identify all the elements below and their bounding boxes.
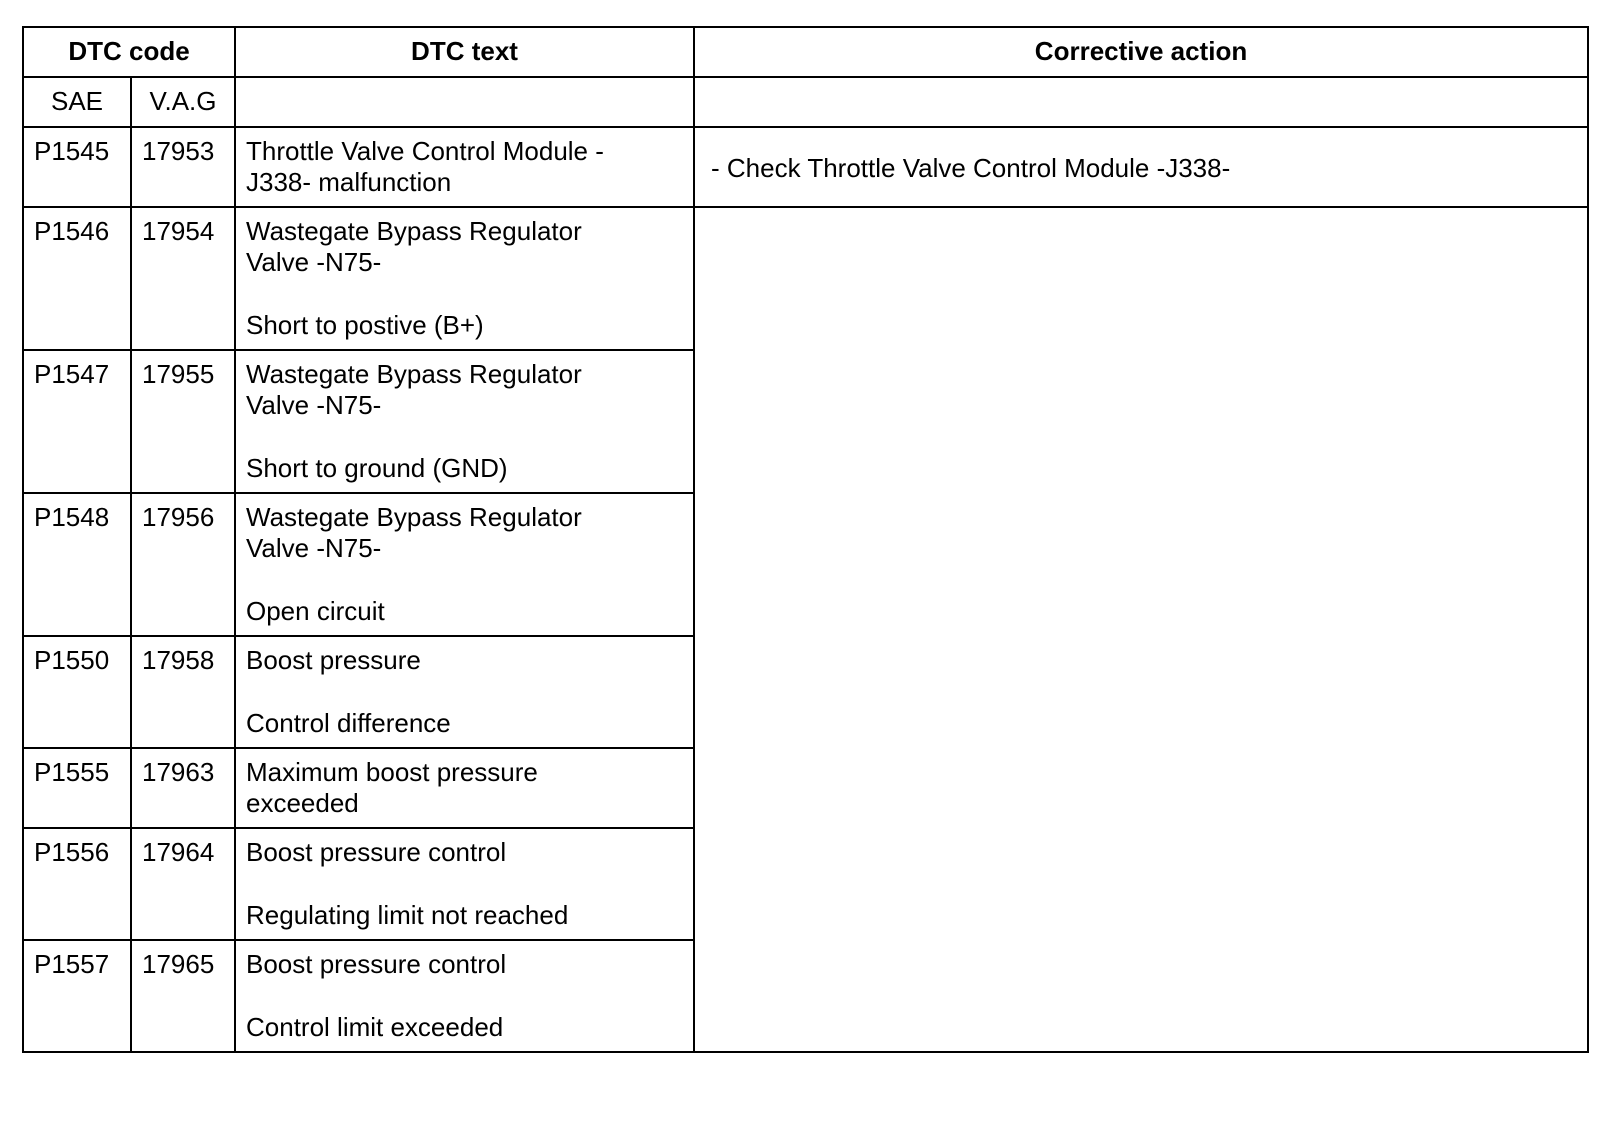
- corrective-action: - Check Throttle Valve Control Module -J338-: [694, 127, 1588, 207]
- dtc-text-line: Boost pressure: [246, 645, 421, 675]
- dtc-text: [235, 207, 694, 350]
- sae-code: P1546: [23, 207, 131, 350]
- sae-code: P1556: [23, 828, 131, 940]
- vag-code: 17964: [131, 828, 235, 940]
- header-dtc-code: DTC code: [23, 27, 235, 77]
- dtc-text-line: Wastegate Bypass Regulator: [246, 216, 582, 246]
- sae-code: P1547: [23, 350, 131, 493]
- dtc-text: [235, 636, 694, 748]
- dtc-text: [235, 127, 694, 207]
- vag-code: 17954: [131, 207, 235, 350]
- sae-code: P1557: [23, 940, 131, 1052]
- dtc-text-line: Valve -N75-: [246, 533, 382, 563]
- header-dtc-text: DTC text: [235, 27, 694, 77]
- table-row: [23, 127, 1588, 207]
- subheader-vag: V.A.G: [131, 77, 235, 127]
- header-row: [23, 27, 1588, 77]
- dtc-text: [235, 350, 694, 493]
- dtc-text: [235, 748, 694, 828]
- dtc-text-line: exceeded: [246, 788, 359, 818]
- dtc-text-detail: Short to postive (B+): [246, 310, 484, 340]
- dtc-text-detail: Short to ground (GND): [246, 453, 508, 483]
- vag-code: 17956: [131, 493, 235, 636]
- dtc-text: [235, 940, 694, 1052]
- dtc-text-detail: Control difference: [246, 708, 451, 738]
- vag-code: 17955: [131, 350, 235, 493]
- subheader-sae: SAE: [23, 77, 131, 127]
- corrective-action-empty: [694, 207, 1588, 1052]
- table-row: [23, 207, 1588, 350]
- dtc-text-line: Boost pressure control: [246, 837, 507, 867]
- dtc-text-line: Maximum boost pressure: [246, 757, 538, 787]
- vag-code: 17963: [131, 748, 235, 828]
- subheader-text-empty: [235, 77, 694, 127]
- dtc-text-line: Wastegate Bypass Regulator: [246, 359, 582, 389]
- dtc-text-line: Wastegate Bypass Regulator: [246, 502, 582, 532]
- vag-code: 17958: [131, 636, 235, 748]
- dtc-text-detail: Open circuit: [246, 596, 385, 626]
- header-corrective-action: Corrective action: [694, 27, 1588, 77]
- dtc-text-line: Valve -N75-: [246, 247, 382, 277]
- dtc-text-line: Valve -N75-: [246, 390, 382, 420]
- sae-code: P1555: [23, 748, 131, 828]
- dtc-text-line: J338- malfunction: [246, 167, 452, 197]
- sae-code: P1545: [23, 127, 131, 207]
- dtc-table: [22, 26, 1589, 1053]
- dtc-text: [235, 493, 694, 636]
- vag-code: 17953: [131, 127, 235, 207]
- dtc-text-line: Throttle Valve Control Module -: [246, 136, 604, 166]
- dtc-text-detail: Regulating limit not reached: [246, 900, 569, 930]
- subheader-row: [23, 77, 1588, 127]
- subheader-action-empty: [694, 77, 1588, 127]
- sae-code: P1550: [23, 636, 131, 748]
- vag-code: 17965: [131, 940, 235, 1052]
- dtc-text-detail: Control limit exceeded: [246, 1012, 504, 1042]
- sae-code: P1548: [23, 493, 131, 636]
- dtc-text-line: Boost pressure control: [246, 949, 507, 979]
- dtc-text: [235, 828, 694, 940]
